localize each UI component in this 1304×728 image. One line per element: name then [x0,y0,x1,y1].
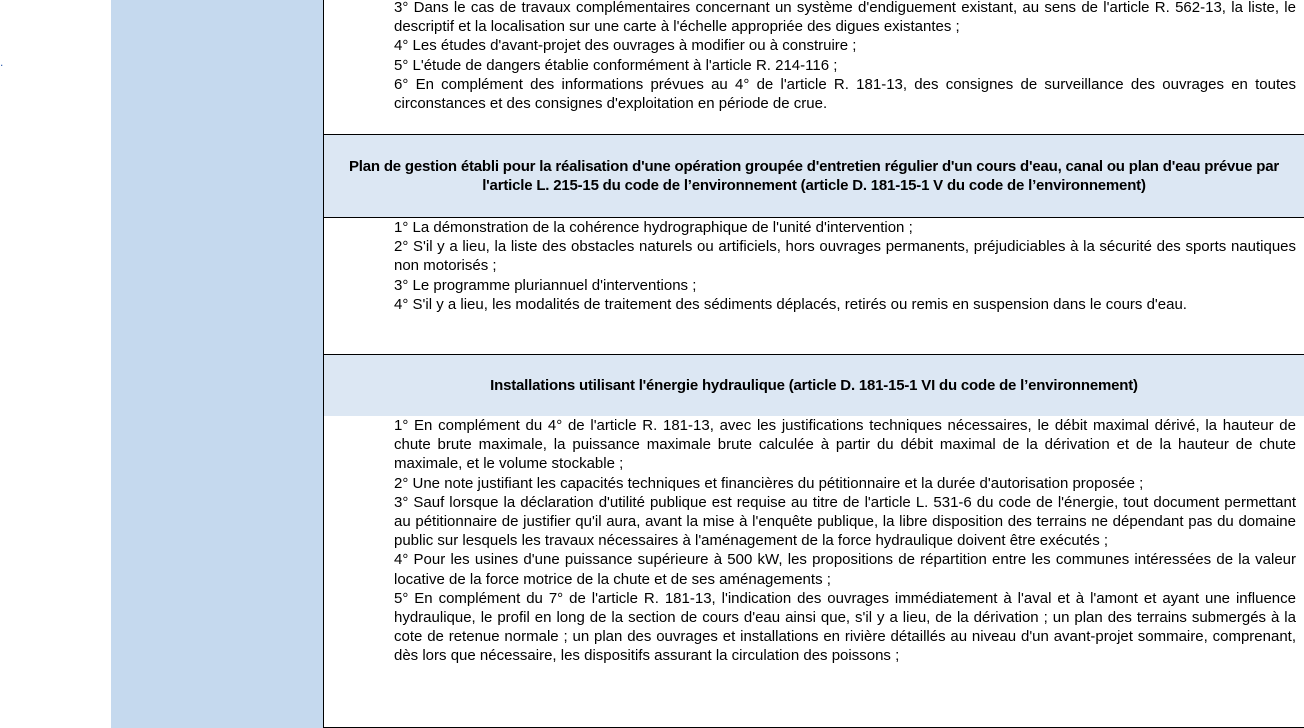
document-table [323,0,1304,728]
section-a-body [324,0,1304,135]
list-item: 1° En complément du 4° de l'article R. 181-13, avec les justifications techniques nécessaires, le débit maximal dérivé, la hauteur de chute brute maximale, la puissance maximale brute calculée à partir du débit maximal de la dérivation et de la hauteur de chute maximale, et le volume stockable ; [394,417,1296,473]
section-c-body [324,416,1304,728]
section-a-text [394,0,1296,113]
section-c-text [394,416,1296,666]
left-column-band [111,0,323,728]
section-b-heading: Plan de gestion établi pour la réalisation d'une opération groupée d'entretien régulier d'un cours d'eau, canal ou plan d'eau prévue par l'article L. 215-15 du code de l’environnement (article D. 181-15-1 V du code de l’environnement) [349,158,1279,194]
list-item: 3° Le programme pluriannuel d'interventions ; [394,276,697,294]
section-b-heading-row [324,134,1304,218]
list-item: 3° Dans le cas de travaux complémentaires concernant un système d'endiguement existant, au sens de l'article R. 562-13, la liste, le descriptif et la localisation sur une carte à l'échelle appropriée des digues existantes ; [394,0,1296,36]
list-item: 2° S'il y a lieu, la liste des obstacles naturels ou artificiels, hors ouvrages permanents, préjudiciables à la sécurité des sports nautiques non motorisés ; [394,238,1296,275]
list-item: 3° Sauf lorsque la déclaration d'utilité publique est requise au titre de l'article L. 531-6 du code de l'énergie, tout document permettant au pétitionnaire de justifier qu'il aura, avant la mise à l'enquête publique, la libre disposition des terrains ne dépendant pas du domaine public sur lesquels les travaux nécessaires à l'aménagement de la force hydraulique doivent être exécutés ; [394,493,1296,550]
list-item: 4° Les études d'avant-projet des ouvrages à modifier ou à construire ; [394,37,857,55]
list-item: 4° S'il y a lieu, les modalités de traitement des sédiments déplacés, retirés ou remis en suspension dans le cours d'eau. [394,295,1187,313]
list-item: 1° La démonstration de la cohérence hydrographique de l'unité d'intervention ; [394,219,913,236]
list-item: 5° L'étude de dangers établie conformément à l'article R. 214-116 ; [394,56,838,74]
list-item: 4° Pour les usines d'une puissance supérieure à 500 kW, les propositions de répartition entre les communes intéressées de la valeur locative de la force motrice de la chute et de ses aménagements ; [394,551,1296,588]
section-b-body [324,218,1304,355]
margin-marker: . [0,55,4,69]
section-b-text [394,218,1296,314]
section-c-heading-row [324,354,1304,417]
list-item: 6° En complément des informations prévues au 4° de l'article R. 181-13, des consignes de surveillance des ouvrages en toutes circonstances et des consignes d'exploitation en période de crue. [394,75,1296,113]
list-item: 2° Une note justifiant les capacités techniques et financières du pétitionnaire et la durée d'autorisation proposée ; [394,474,1144,492]
list-item: 5° En complément du 7° de l'article R. 181-13, l'indication des ouvrages immédiatement à l'aval et à l'amont et ayant une influence hydraulique, le profil en long de la section de cours d'eau ainsi que, s'il y a lieu, de la dérivation ; un plan des terrains submergés à la cote de retenue normale ; un plan des ouvrages et installations en rivière détaillés au niveau d'un avant-projet sommaire, comprenant, dès lors que nécessaire, les dispositifs assurant la circulation des poissons ; [394,589,1296,665]
section-c-heading: Installations utilisant l'énergie hydraulique (article D. 181-15-1 VI du code de l’environnement) [490,377,1138,394]
